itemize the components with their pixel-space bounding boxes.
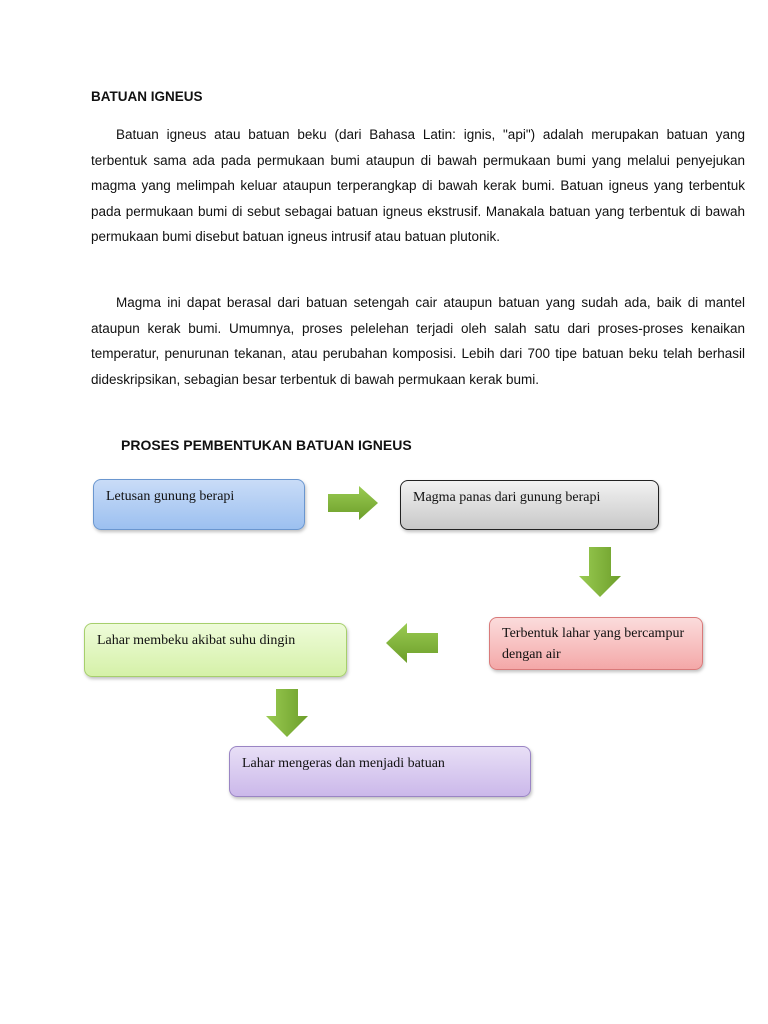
paragraph-1: Batuan igneus atau batuan beku (dari Bahasa Latin: ignis, "api") adalah merupakan batuan yang terbentuk sama ada pada permukaan bumi ataupun di bawah permukaan bumi yang melalui penyejukan magma yang melimpah keluar ataupun terperangkap di bawah kerak bumi. Batuan igneus yang terbentuk pada permukaan bumi di sebut sebagai batuan igneus ekstrusif. Manakala batuan yang terbentuk di bawah permukaan bumi disebut batuan igneus intrusif atau batuan plutonik.	[91, 127, 745, 245]
arrow-down-icon	[265, 688, 309, 738]
flow-step-hot-magma: Magma panas dari gunung berapi	[400, 480, 659, 530]
arrow-right-icon	[327, 485, 379, 521]
section-subtitle: PROSES PEMBENTUKAN BATUAN IGNEUS	[121, 437, 412, 453]
paragraph-2: Magma ini dapat berasal dari batuan setengah cair ataupun batuan yang sudah ada, baik di mantel ataupun kerak bumi. Umumnya, proses pelelehan terjadi oleh salah satu dari proses-proses kenaikan temperatur, penurunan tekanan, atau perubahan komposisi. Lebih dari 700 tipe batuan beku telah berhasil dideskripsikan, sebagian besar terbentuk di bawah permukaan kerak bumi.	[91, 295, 745, 387]
arrow-down-icon	[578, 546, 622, 598]
arrow-left-icon	[385, 622, 439, 664]
flow-step-eruption: Letusan gunung berapi	[93, 479, 305, 530]
page-title: BATUAN IGNEUS	[91, 89, 203, 104]
flow-step-lahar-water: Terbentuk lahar yang bercampur dengan air	[489, 617, 703, 670]
flow-step-lahar-freezes: Lahar membeku akibat suhu dingin	[84, 623, 347, 677]
flow-step-becomes-rock: Lahar mengeras dan menjadi batuan	[229, 746, 531, 797]
